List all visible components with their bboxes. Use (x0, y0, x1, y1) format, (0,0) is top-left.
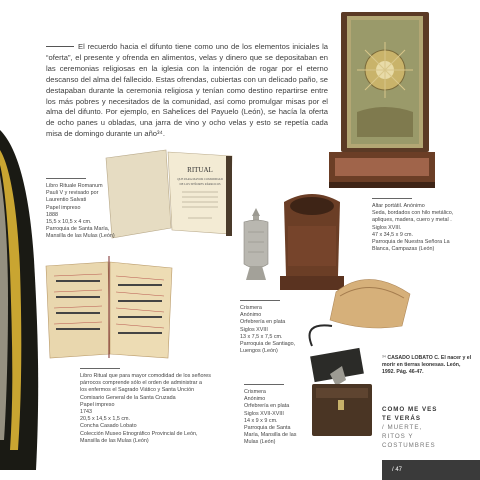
caption-line: Mansilla de las Mulas (León) (80, 437, 149, 444)
caption-line: 20,5 x 14,5 x 1,5 cm. (80, 416, 131, 423)
footnote-author: CASADO LOBATO C. (387, 355, 440, 361)
caption-line: los enfermos el Sagrado Viático y Santa Unción (80, 387, 195, 394)
caption-line: Concha Casado Lobato (80, 423, 137, 430)
caption-line: Parroquia de Santa (244, 425, 291, 432)
caption-line: Altar portátil. Anónimo (372, 203, 425, 209)
caption-line: Seda, bordados con hilo metálico, (372, 210, 454, 217)
tagline-line-5: COSTUMBRES (382, 442, 436, 449)
tagline-line-2: TE VERÁS (382, 415, 421, 422)
caption-line: Anónimo (240, 312, 262, 319)
caption-line: párrocos comprende sólo el orden de administrar a (80, 380, 202, 387)
caption-line: Siglos XVIII. (372, 224, 402, 231)
footnote-text: El nacer y el morir en tierras leonesas. León, 1992. Pág. 46-47. (382, 355, 472, 375)
book-tagline (382, 405, 474, 450)
footnote (382, 355, 474, 376)
caption-line: 15,5 x 10,5 x 4 cm. (46, 219, 92, 226)
caption-line: Blanca, Campazas (León) (372, 246, 435, 253)
caption-altar (372, 198, 472, 253)
intro-text: El recuerdo hacia el difunto tiene como uno de los elementos iniciales la “oferta”, el presente y ofrenda en alimentos, velas y dinero que se depositaban en las ceremonias religiosas en la iglesia con la intención de rogar por el eterno descanso del alma del fallecido. Estas ofrendas, cubiertas con un delicado paño, se destapaban durante la ceremonia religiosa y tenían como destino repartirse entre los más pobres y necesitados de la comunidad, así como promulgar misas por el alma del difunto. Por ejemplo, en Sahelices del Payuelo (León), se hacía la oferta de ocho panes u obladas, una jarra de vino y ocho velas y esto se repetía cada misa de domingo durante un año³⁴. (46, 42, 328, 139)
caption-rule (244, 384, 284, 385)
book-small-line-0: QUE PARA MAYOR COMODIDAD (177, 177, 223, 181)
caption-ritual-book (80, 368, 230, 445)
caption-line: 47 x 34,5 x 9 cm. (372, 231, 414, 238)
caption-rule (80, 368, 120, 369)
caption-line: Papel impreso (46, 204, 81, 211)
caption-rule (46, 178, 86, 179)
tagline-line-4: RITOS Y (382, 433, 414, 440)
rituale-romanum-book-image (106, 150, 236, 240)
caption-line: Mulas (León) (244, 439, 276, 446)
page-number: / 47 (392, 467, 403, 473)
caption-line: Crismera (240, 305, 262, 311)
caption-line: Libro Ritual que para mayor comodidad de los señores (80, 373, 211, 379)
tagline-line-1: COMO ME VES (382, 406, 438, 413)
caption-line: Siglos XVIII (240, 326, 268, 333)
tagline-line-3: / MUERTE, (382, 424, 423, 431)
caption-crismera-2 (244, 384, 306, 447)
caption-line: 1743 (80, 409, 92, 416)
caption-rituale-romanum (46, 178, 118, 241)
caption-line: Laurentio Salvati (46, 197, 87, 204)
caption-line: Libro Rituale Romanum (46, 183, 103, 189)
caption-line: 13 x 7,5 x 7,5 cm. (240, 333, 283, 340)
caption-line: 14 x 9 x 9 cm. (244, 417, 278, 424)
caption-line: Crismera (244, 389, 266, 395)
caption-line: Orfebrería en plata (240, 319, 286, 326)
caption-crismera-1 (240, 300, 320, 355)
page-number-bar (382, 460, 480, 480)
book-small-line-1: DE LOS SEÑORES PÁRROCOS (179, 182, 221, 186)
portable-altar-image (327, 12, 437, 192)
footnote-ref: ³⁴ (382, 355, 386, 361)
caption-line: Mansilla de las Mulas (León) (46, 233, 115, 240)
caption-line: Siglos XVII-XVIII (244, 410, 284, 417)
caption-line: Parroquia de Santa María, (46, 226, 110, 233)
intro-paragraph (46, 42, 328, 140)
book-title-word: RITUAL (187, 166, 213, 174)
caption-line: Parroquia de Santiago, (240, 341, 296, 348)
caption-line: Colección Museo Etnográfico Provincial de León, (80, 430, 198, 437)
caption-rule (372, 198, 412, 199)
caption-line: Luengos (León) (240, 348, 278, 355)
caption-line: Orfebrería en plata (244, 403, 290, 410)
crismera-silver-urn-image (236, 208, 276, 288)
caption-line: Papel impreso (80, 401, 115, 408)
caption-line: 1888 (46, 211, 58, 218)
ritual-book-image (46, 262, 176, 362)
caption-rule (240, 300, 280, 301)
caption-line: apliques, madera, cuero y metal . (372, 217, 452, 224)
caption-line: Parroquia de Nuestra Señora La (372, 239, 450, 246)
caption-line: Comisario General de la Santa Cruzada (80, 394, 176, 401)
caption-line: Pauli V y revisado por (46, 190, 99, 197)
caption-line: Anónimo (244, 396, 266, 403)
caption-line: María, Mansilla de las (244, 432, 297, 439)
